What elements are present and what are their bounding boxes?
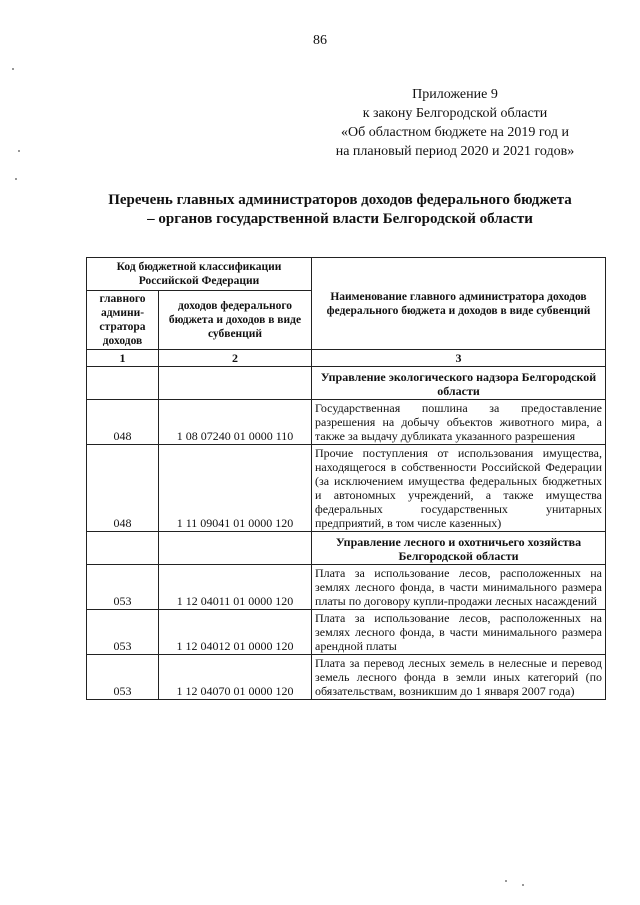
table-row xyxy=(87,445,606,532)
table-row xyxy=(87,655,606,700)
admin-code: 053 xyxy=(87,655,159,700)
appendix-line: Приложение 9 xyxy=(412,87,498,102)
revenue-code: 1 12 04012 01 0000 120 xyxy=(159,610,312,655)
scan-speck xyxy=(505,880,507,882)
revenue-name: Плата за перевод лесных земель в нелесные и перевод земель лесного фонда в земли иных категорий (по обязательствам, возникшим до 1 января 2007 года) xyxy=(312,655,606,700)
title-line: Перечень главных администраторов доходов федерального бюджета xyxy=(108,192,572,208)
scan-speck xyxy=(12,68,14,70)
revenue-code: 1 12 04011 01 0000 120 xyxy=(159,565,312,610)
admin-code: 053 xyxy=(87,565,159,610)
revenue-name: Государственная пошлина за предоставление разрешения на добычу объектов животного мира, а также за выдачу дубликата указанного разрешения xyxy=(312,400,606,445)
appendix-caption xyxy=(300,85,610,161)
scan-speck xyxy=(522,884,524,886)
revenue-code: 1 08 07240 01 0000 110 xyxy=(159,400,312,445)
section-title: Управление лесного и охотничьего хозяйства Белгородской области xyxy=(312,532,606,565)
title-line: – органов государственной власти Белгородской области xyxy=(147,211,533,227)
table-row xyxy=(87,565,606,610)
revenue-administrators-table xyxy=(86,257,606,700)
column-number: 1 xyxy=(87,350,159,367)
appendix-line: на плановый период 2020 и 2021 годов» xyxy=(335,144,575,159)
header-revenue-code: доходов федерального бюджета и доходов в виде субвенций xyxy=(159,291,312,350)
revenue-name: Плата за использование лесов, расположенных на землях лесного фонда, в части минимального размера арендной платы xyxy=(312,610,606,655)
admin-code: 048 xyxy=(87,400,159,445)
header-classification: Код бюджетной классификации Российской Федерации xyxy=(87,258,312,291)
column-number: 3 xyxy=(312,350,606,367)
revenue-code: 1 11 09041 01 0000 120 xyxy=(159,445,312,532)
revenue-code: 1 12 04070 01 0000 120 xyxy=(159,655,312,700)
column-number: 2 xyxy=(159,350,312,367)
admin-code: 048 xyxy=(87,445,159,532)
revenue-name: Плата за использование лесов, расположенных на землях лесного фонда, в части минимального размера платы по договору купли-продажи лесных насаждений xyxy=(312,565,606,610)
section-row xyxy=(87,367,606,400)
admin-code: 053 xyxy=(87,610,159,655)
scan-speck xyxy=(15,178,17,180)
table-row xyxy=(87,610,606,655)
section-row xyxy=(87,532,606,565)
section-title: Управление экологического надзора Белгородской области xyxy=(312,367,606,400)
header-name: Наименование главного администратора доходов федерального бюджета и доходов в виде субвенций xyxy=(312,258,606,350)
page-number: 86 xyxy=(313,33,327,48)
column-number-row xyxy=(87,350,606,367)
revenue-name: Прочие поступления от использования имущества, находящегося в собственности Российской Федерации (за исключением имущества федеральных бюджетных и автономных учреждений, а также имущества федеральных государственных унитарных предприятий, в том числе казенных) xyxy=(312,445,606,532)
appendix-line: к закону Белгородской области xyxy=(362,106,548,121)
document-title xyxy=(95,191,585,229)
scan-speck xyxy=(18,150,20,152)
header-main-admin: главного админи-стратора доходов xyxy=(87,291,159,350)
table-row xyxy=(87,400,606,445)
appendix-line: «Об областном бюджете на 2019 год и xyxy=(341,125,569,140)
